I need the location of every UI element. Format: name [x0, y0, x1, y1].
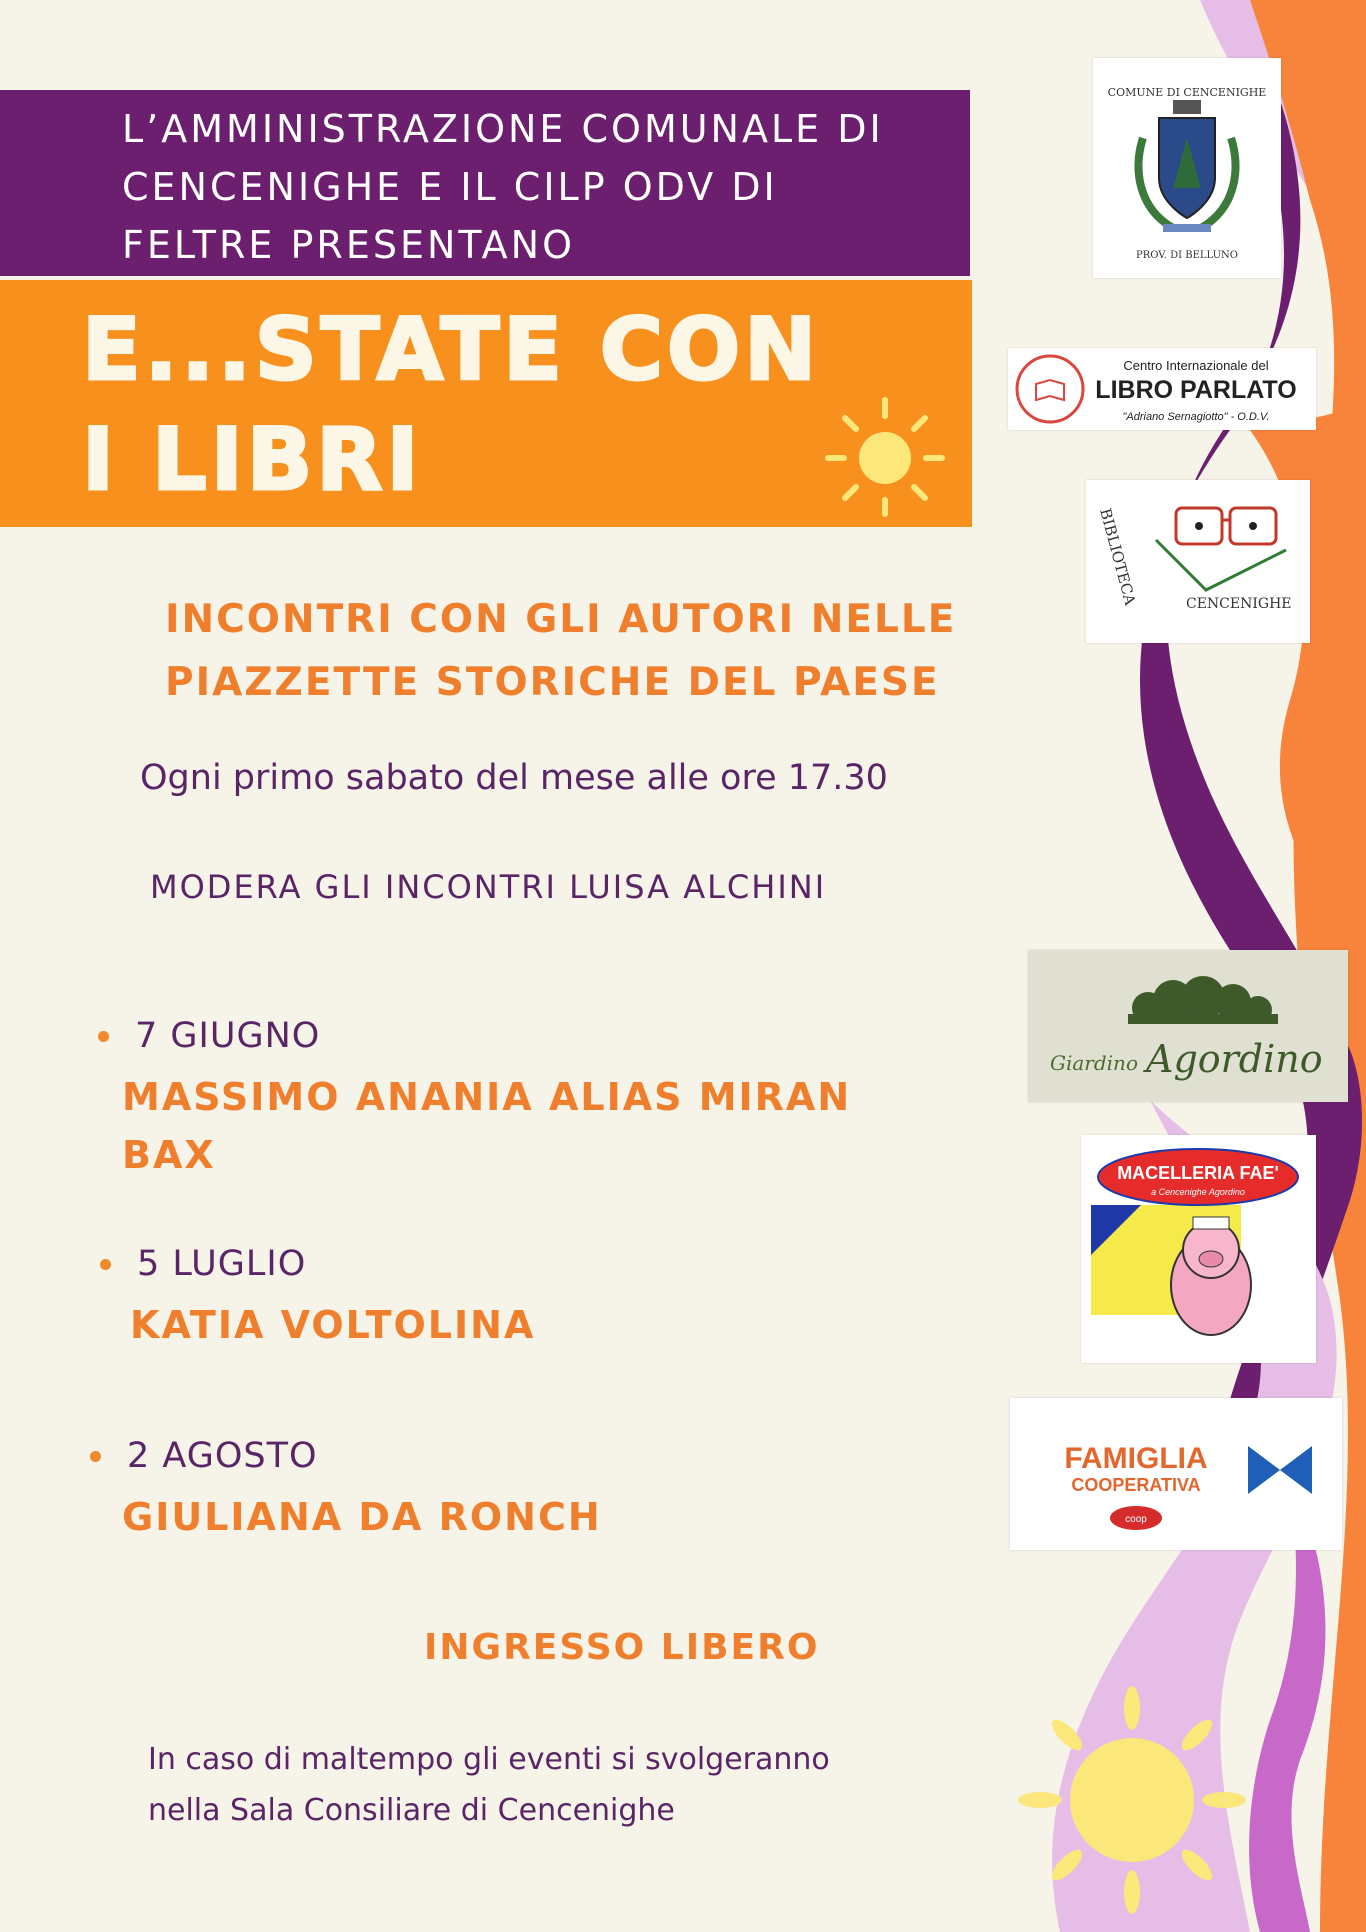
moderator-text: MODERA GLI INCONTRI LUISA ALCHINI [150, 868, 827, 906]
biblio-horizontal: CENCENIGHE [1186, 596, 1292, 612]
event-item [98, 1016, 851, 1184]
event-author: KATIA VOLTOLINA [130, 1303, 536, 1347]
rain-note-line: nella Sala Consiliare di Cencenighe [148, 1793, 675, 1828]
giardino-agordino-logo [1028, 950, 1348, 1102]
sun-icon [1012, 1680, 1252, 1920]
macelleria-logo [1081, 1135, 1316, 1363]
macelleria-name: MACELLERIA FAE' [1117, 1163, 1279, 1183]
macelleria-tagline: a Cencenighe Agordino [1151, 1187, 1245, 1197]
giardino-script: Giardino [1050, 1051, 1138, 1075]
comune-logo [1093, 58, 1281, 278]
coop-badge-text: coop [1125, 1514, 1147, 1525]
event-item [90, 1436, 602, 1546]
event-item [100, 1244, 535, 1354]
event-date: 7 GIUGNO [135, 1016, 321, 1056]
tree-icon [1128, 976, 1278, 1024]
event-author: GIULIANA DA RONCH [122, 1495, 602, 1539]
biblio-vertical: BIBLIOTECA [1096, 506, 1140, 608]
famiglia-line2: COOPERATIVA [1071, 1475, 1201, 1495]
schedule-text: Ogni primo sabato del mese alle ore 17.30 [140, 758, 888, 798]
famiglia-line1: FAMIGLIA [1064, 1442, 1208, 1475]
giardino-name: Agordino [1146, 1037, 1323, 1081]
rain-note-line: In caso di maltempo gli eventi si svolgeranno [148, 1742, 830, 1777]
comune-logo-top: COMUNE DI CENCENIGHE [1107, 86, 1267, 99]
header-text [122, 100, 952, 274]
glasses-icon [1176, 508, 1276, 544]
header-line: CENCENIGHE E IL CILP ODV DI [122, 165, 778, 209]
book-icon [1017, 356, 1083, 422]
biblioteca-logo [1086, 480, 1310, 643]
comune-logo-bottom: PROV. DI BELLUNO [1135, 250, 1239, 261]
coat-of-arms-icon [1093, 58, 1281, 278]
subtitle [165, 588, 956, 714]
libro-parlato-logo [1008, 348, 1316, 430]
bullet-icon [90, 1451, 101, 1462]
free-entry-text: INGRESSO LIBERO [424, 1627, 820, 1668]
bullet-icon [98, 1031, 109, 1042]
event-date: 2 AGOSTO [127, 1436, 318, 1476]
event-title-line: I LIBRI [82, 410, 423, 510]
event-title-line: E...STATE CON [82, 300, 821, 400]
famiglia-cooperativa-logo [1010, 1398, 1342, 1550]
subtitle-line: INCONTRI CON GLI AUTORI NELLE [165, 597, 957, 642]
libro-logo-line1: Centro Internazionale del [1123, 358, 1269, 373]
libro-logo-line2: LIBRO PARLATO [1095, 376, 1297, 404]
subtitle-line: PIAZZETTE STORICHE DEL PAESE [165, 660, 940, 705]
event-author: MASSIMO ANANIA ALIAS MIRAN [122, 1075, 852, 1119]
bullet-icon [100, 1259, 111, 1270]
header-line: L’AMMINISTRAZIONE COMUNALE DI [122, 107, 884, 151]
header-line: FELTRE PRESENTANO [122, 223, 575, 267]
sun-icon [820, 390, 950, 520]
cooperative-mark-icon [1248, 1446, 1312, 1494]
rain-note [148, 1734, 830, 1836]
event-author: BAX [122, 1133, 216, 1177]
libro-logo-line3: "Adriano Sernagiotto" - O.D.V. [1122, 411, 1270, 423]
event-date: 5 LUGLIO [137, 1244, 307, 1284]
